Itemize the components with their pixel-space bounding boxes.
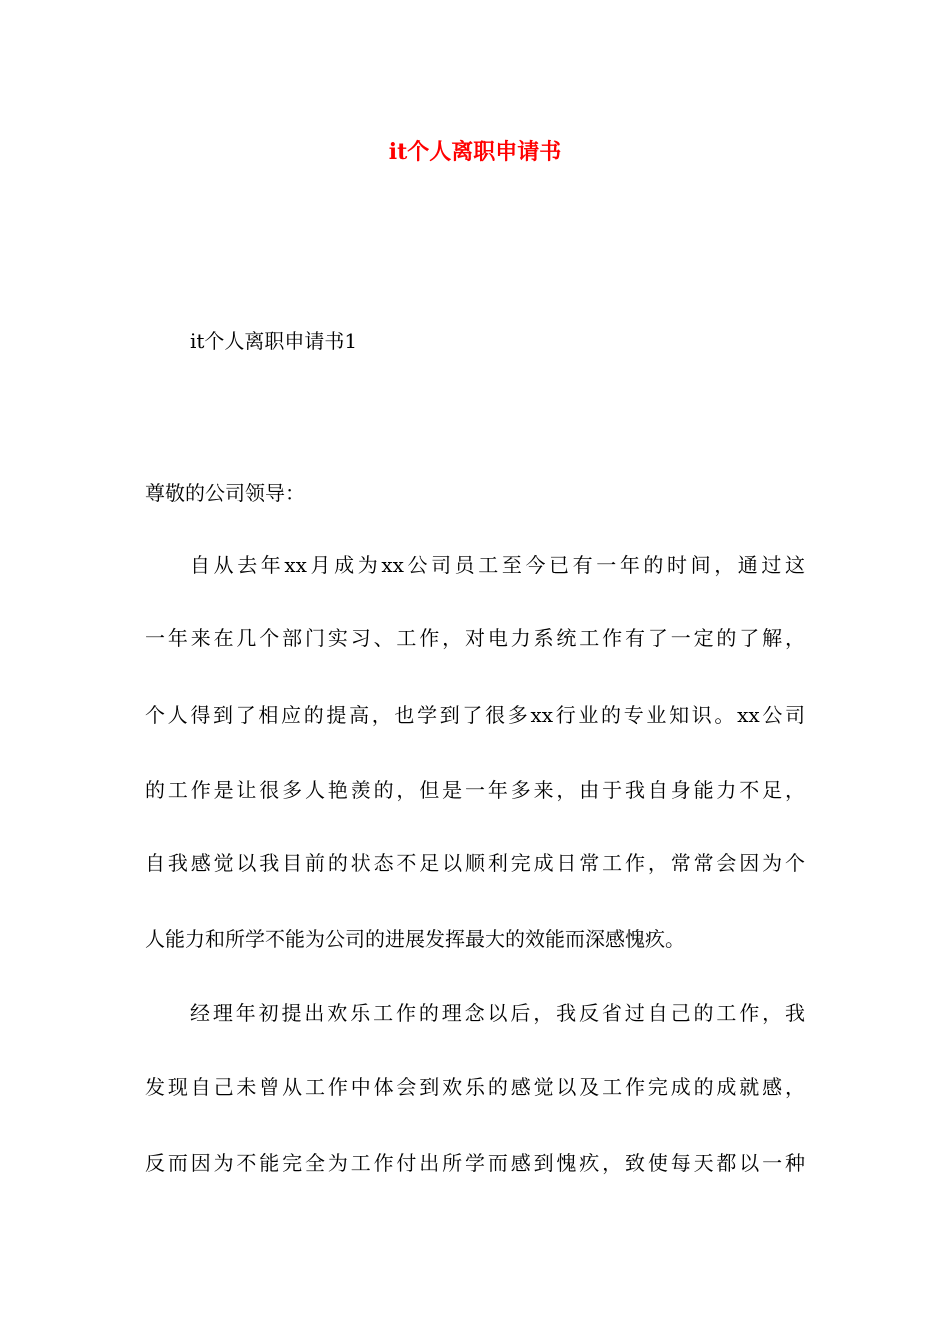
paragraph-line: 人能力和所学不能为公司的进展发挥最大的效能而深感愧疚。 xyxy=(145,927,685,951)
salutation: 尊敬的公司领导： xyxy=(145,481,305,505)
paragraph-line: 自我感觉以我目前的状态不足以顺利完成日常工作，常常会因为个 xyxy=(145,851,805,875)
paragraph-line: 反而因为不能完全为工作付出所学而感到愧疚，致使每天都以一种 xyxy=(145,1151,805,1175)
paragraph-line: 的工作是让很多人艳羡的，但是一年多来，由于我自身能力不足， xyxy=(145,778,805,802)
paragraph-line: 经理年初提出欢乐工作的理念以后，我反省过自己的工作，我 xyxy=(190,1001,805,1025)
document-subtitle: it个人离职申请书1 xyxy=(190,329,358,353)
paragraph-line: 一年来在几个部门实习、工作，对电力系统工作有了一定的了解， xyxy=(145,626,805,650)
paragraph-line: 自从去年xx月成为xx公司员工至今已有一年的时间，通过这 xyxy=(190,553,805,577)
paragraph-line: 发现自己未曾从工作中体会到欢乐的感觉以及工作完成的成就感， xyxy=(145,1075,805,1099)
document-title: it个人离职申请书 xyxy=(388,139,562,165)
paragraph-line: 个人得到了相应的提高，也学到了很多xx行业的专业知识。xx公司 xyxy=(145,703,805,727)
